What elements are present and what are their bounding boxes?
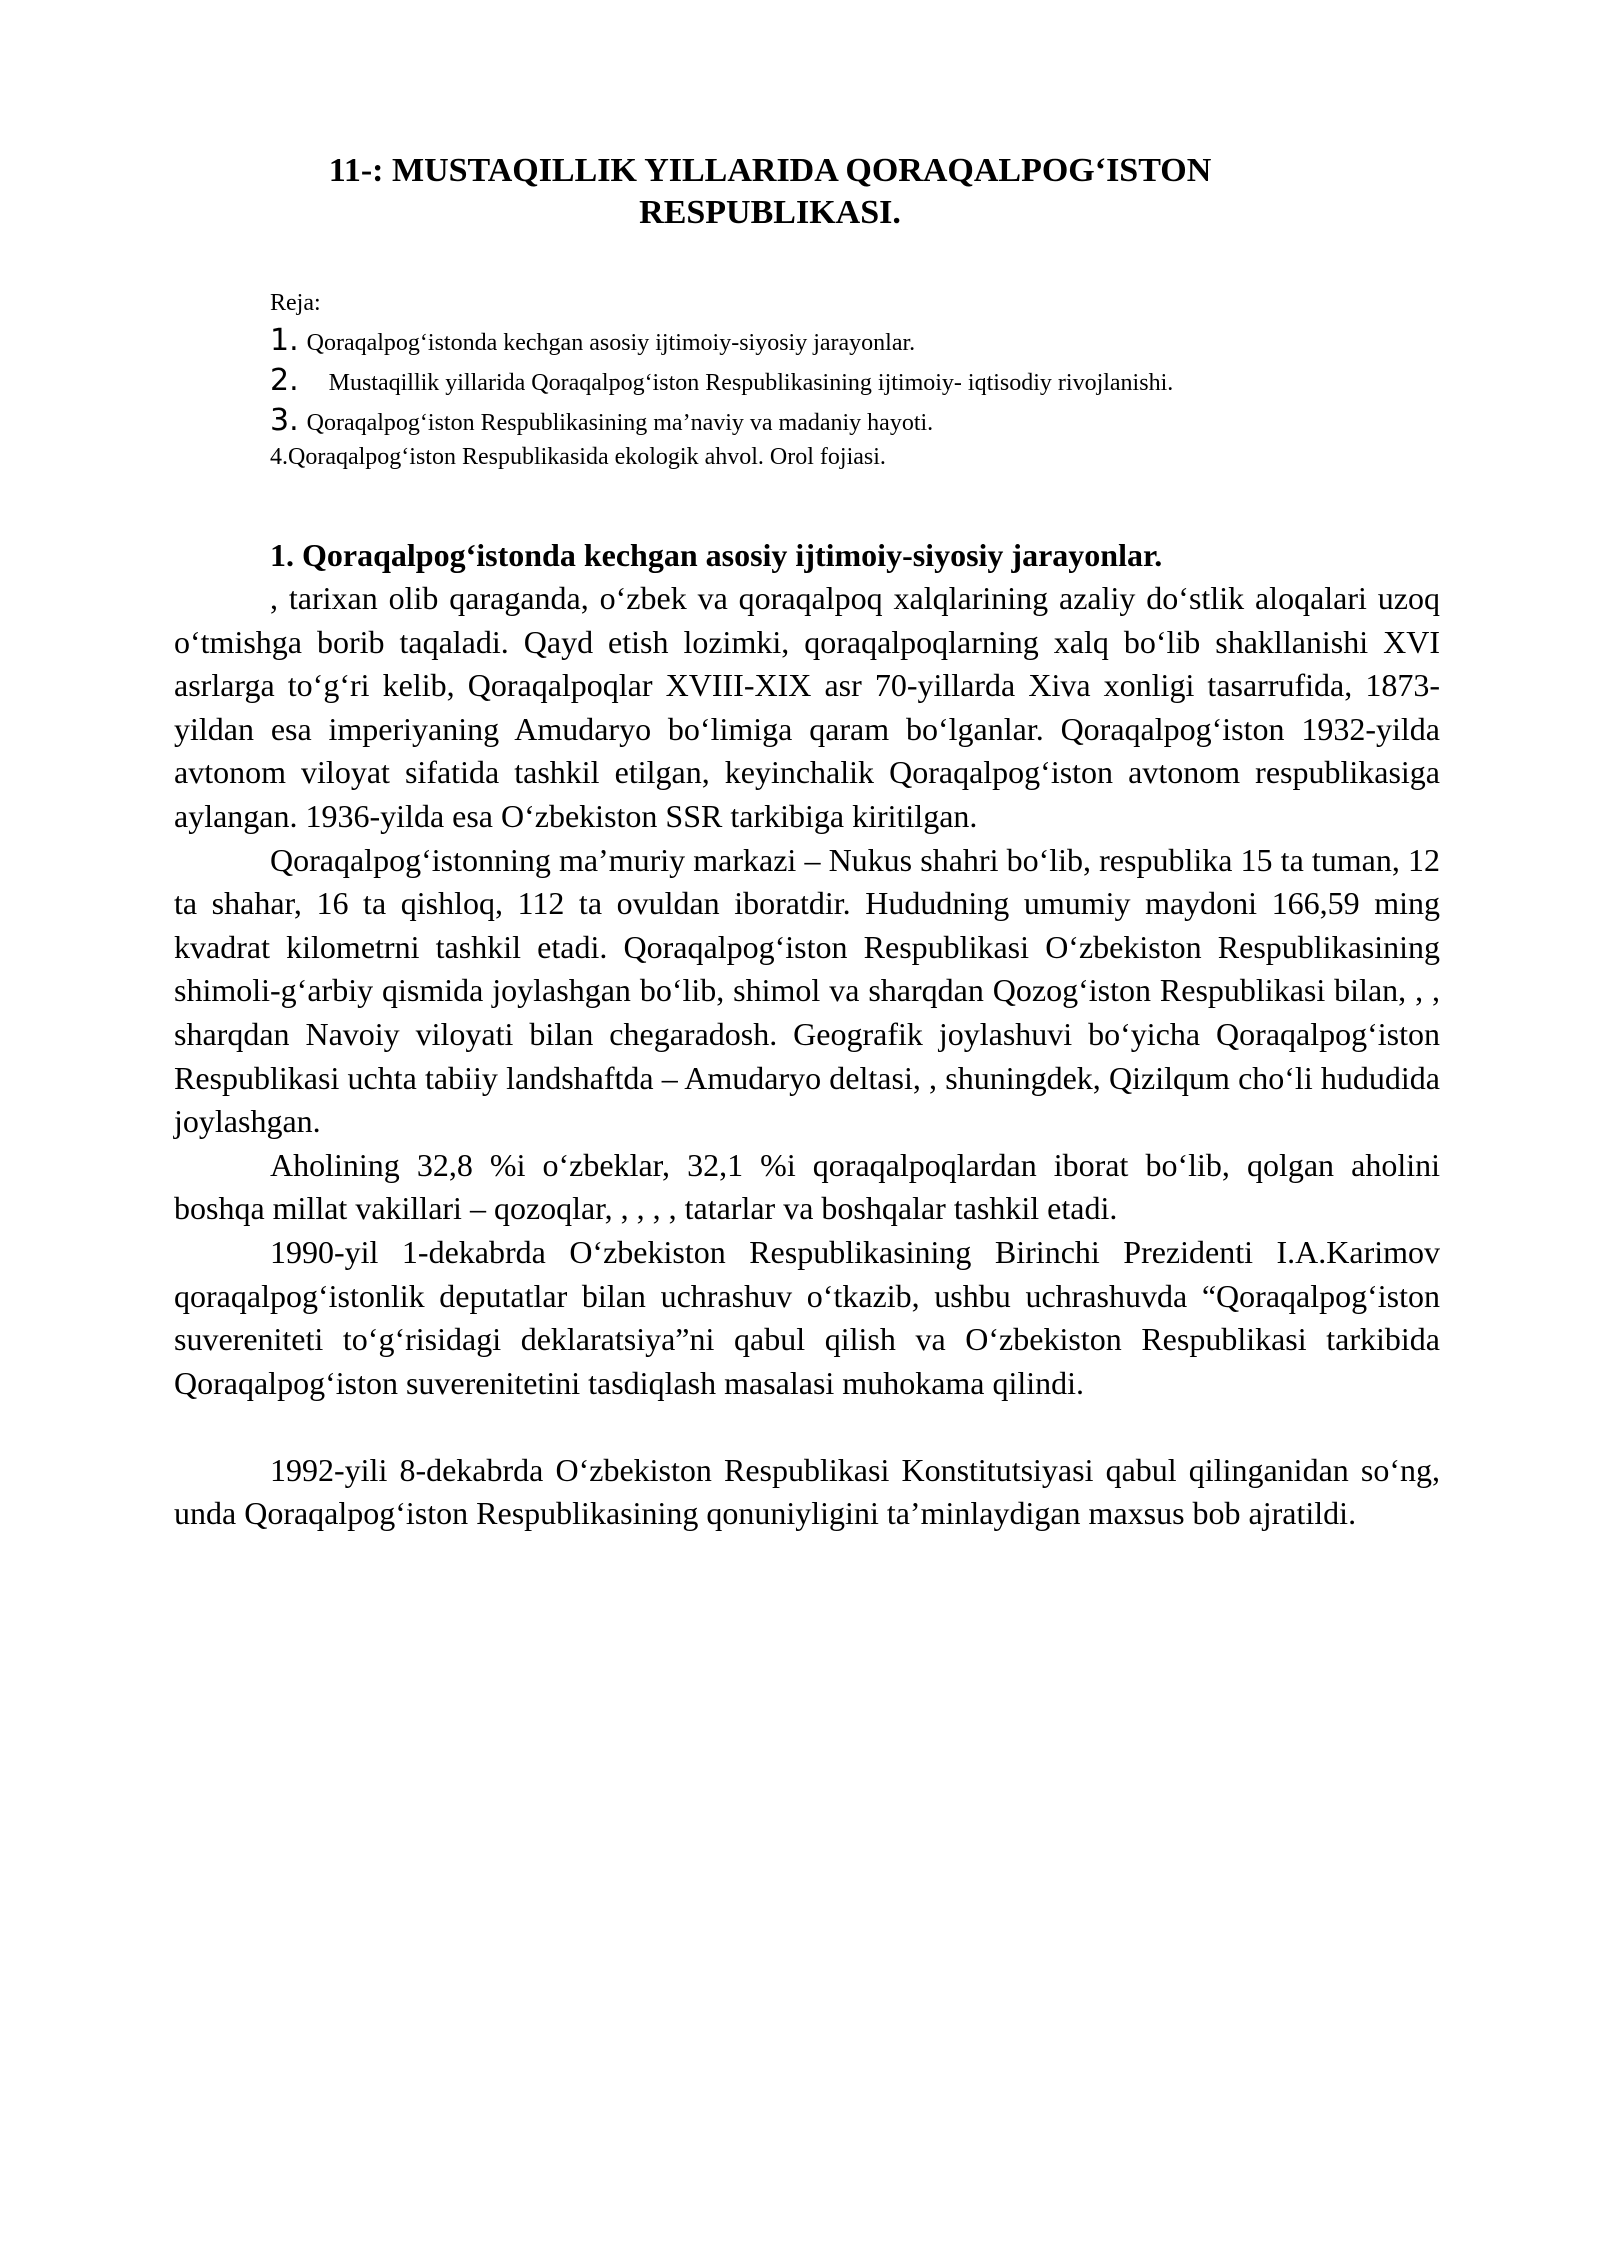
plan-item-2 xyxy=(270,362,1420,402)
document-title xyxy=(200,150,1340,234)
plan-item-text: Qoraqalpog‘istonda kechgan asosiy ijtimoiy-siyosiy jarayonlar. xyxy=(306,330,916,356)
section-heading: 1. Qoraqalpog‘istonda kechgan asosiy ijtimoiy-siyosiy jarayonlar. xyxy=(270,537,1163,573)
section-body xyxy=(174,577,1440,1536)
plan-item-1 xyxy=(270,322,1420,362)
plan-item-4 xyxy=(270,442,1420,472)
plan-item-number: 2. xyxy=(270,363,299,398)
body-paragraph-1: , tarixan olib qaraganda, o‘zbek va qoraqalpoq xalqlarining azaliy do‘stlik aloqalari uzoq o‘tmishga borib taqaladi. Qayd etish lozimki, qoraqalpoqlarning xalq bo‘lib shakllanishi XVI asrlarga to‘g‘ri kelib, Qoraqalpoqlar XVIII-XIX asr 70-yillarda Xiva xonligi tasarrufida, 1873-yildan esa imperiyaning Amudaryo bo‘limiga qaram bo‘lganlar. Qoraqalpog‘iston 1932-yilda avtonom viloyat sifatida tashkil etilgan, keyinchalik Qoraqalpog‘iston avtonom respublikasiga aylangan. 1936-yilda esa O‘zbekiston SSR tarkibiga kiritilgan. xyxy=(174,580,1440,834)
body-paragraph-3: Aholining 32,8 %i o‘zbeklar, 32,1 %i qoraqalpoqlardan iborat bo‘lib, qolgan aholini boshqa millat vakillari – qozoqlar, , , , , tatarlar va boshqalar tashkil etadi. xyxy=(174,1146,1440,1227)
plan-item-text: Mustaqillik yillarida Qoraqalpog‘iston Respublikasining ijtimoiy- iqtisodiy rivojlanishi. xyxy=(328,370,1174,396)
plan-item-number: 1. xyxy=(270,323,299,358)
plan-label: Reja: xyxy=(270,290,321,316)
plan-list xyxy=(270,288,1420,472)
plan-item-text: Qoraqalpog‘iston Respublikasining ma’naviy va madaniy hayoti. xyxy=(306,410,934,436)
body-paragraph-2: Qoraqalpog‘istonning ma’muriy markazi – Nukus shahri bo‘lib, respublika 15 ta tuman, 12 ta shahar, 16 ta qishloq, 112 ta ovuldan iboratdir. Hududning umumiy maydoni 166,59 ming kvadrat kilometrni tashkil etadi. Qoraqalpog‘iston Respublikasi O‘zbekiston Respublikasining shimoli-g‘arbiy qismida joylashgan bo‘lib, shimol va sharqdan Qozog‘iston Respublikasi bilan, , , sharqdan Navoiy viloyati bilan chegaradosh. Geografik joylashuvi bo‘yicha Qoraqalpog‘iston Respublikasi uchta tabiiy landshaftda – Amudaryo deltasi, , shuningdek, Qizilqum cho‘li hududida joylashgan. xyxy=(174,841,1440,1140)
plan-item-3 xyxy=(270,402,1420,442)
document-title-line-1: 11-: MUSTAQILLIK YILLARIDA QORAQALPOG‘ISTON xyxy=(328,152,1212,189)
document-title-line-2: RESPUBLIKASI. xyxy=(639,194,901,231)
body-paragraph-5: 1992-yili 8-dekabrda O‘zbekiston Respublikasi Konstitutsiyasi qabul qilinganidan so‘ng, unda Qoraqalpog‘iston Respublikasining qonuniyligini ta’minlaydigan maxsus bob ajratildi. xyxy=(174,1451,1440,1532)
body-paragraph-4: 1990-yil 1-dekabrda O‘zbekiston Respublikasining Birinchi Prezidenti I.A.Karimov qoraqalpog‘istonlik deputatlar bilan uchrashuv o‘tkazib, ushbu uchrashuvda “Qoraqalpog‘iston suvereniteti to‘g‘risidagi deklaratsiya”ni qabul qilish va O‘zbekiston Respublikasi tarkibida Qoraqalpog‘iston suverenitetini tasdiqlash masalasi muhokama qilindi. xyxy=(174,1233,1440,1401)
plan-item-number: 4. xyxy=(270,444,288,470)
plan-item-text: Qoraqalpog‘iston Respublikasida ekologik ahvol. Orol fojiasi. xyxy=(288,444,886,470)
plan-item-number: 3. xyxy=(270,403,299,438)
